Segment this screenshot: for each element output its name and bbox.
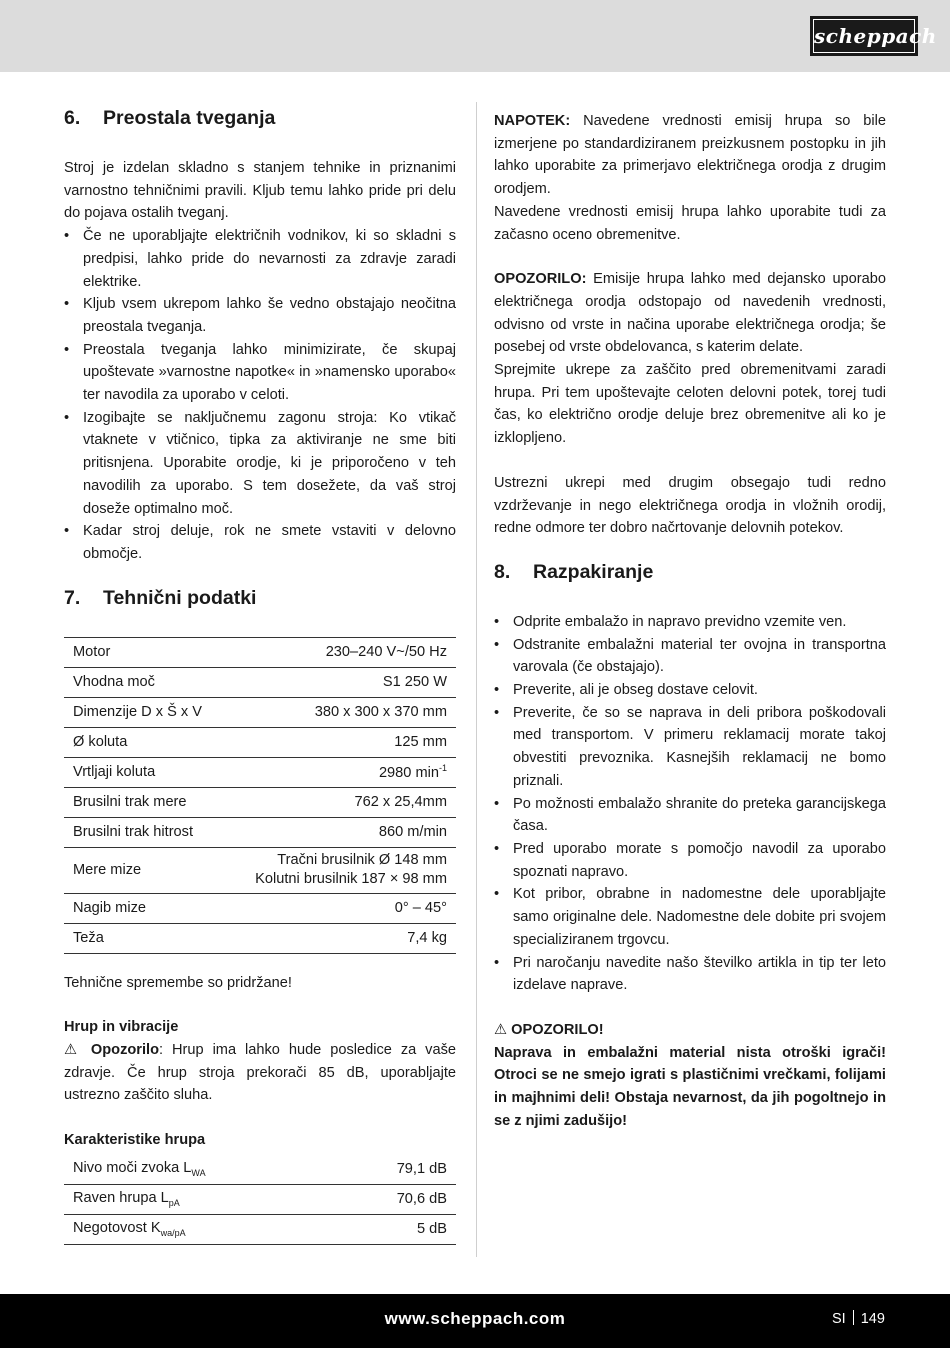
opozorilo-paragraph-2: Sprejmite ukrepe za zaščito pred obremenitvami zaradi hrupa. Pri tem upoštevajte celoten delovni potek, torej tudi čas, ko električno orodje deluje brez obremenitve ali ko je izklopljeno. [494, 362, 886, 447]
warning-icon: ⚠ [64, 1042, 82, 1059]
noise-label-text: Nivo moči zvoka L [73, 1160, 192, 1177]
table-row [64, 757, 456, 787]
list-item: • Če ne uporabljajte električnih vodnikov, ki so skladni s predpisi, lahko pride do nevarnosti za zdravje zaradi elektrike. [64, 225, 456, 293]
noise-heading: Hrup in vibracije [64, 1019, 179, 1036]
section-6-intro: Stroj je izdelan skladno s stanjem tehnike in priznanimi varnostno tehničnimi pravili. Kljub temu lahko pride pri delu do pojava ostalih tveganj. [64, 160, 456, 222]
spec-value [225, 847, 456, 893]
table-row [64, 817, 456, 847]
section-6-bullets [64, 225, 456, 566]
table-row [64, 667, 456, 697]
section-6-number: 6. [64, 107, 81, 129]
list-item: • Izogibajte se naključnemu zagonu stroja: Ko vtikač vtaknete v vtičnico, tipka za aktiviranje ne sme biti pritisnjena. Uporabite orodje, ki je priporočeno v teh navodilih za uporabo. S tem dosežete, da vaš stroj doseže optimalno moč. [64, 407, 456, 521]
footer-page-info [832, 1294, 885, 1344]
noise-table [64, 1155, 456, 1245]
spec-value: 860 m/min [225, 817, 456, 847]
list-item: • Odstranite embalažni material ter ovojna in transportna varovala (če obstajajo). [494, 634, 886, 679]
warning-title-text: OPOZORILO! [511, 1021, 604, 1038]
brand-logo-text: scheppach [813, 19, 915, 53]
opozorilo-text: Emisije hrupa lahko med dejansko uporabo električnega orodja odstopajo od navedenih vrednosti, odvisno od vrste in načina uporabe električnega orodja; še posebej od vrste obdelovanca, s katerim delate. [494, 271, 886, 356]
footer-page-number: 149 [860, 1311, 885, 1327]
spec-value: 380 x 300 x 370 mm [225, 697, 456, 727]
table-row [64, 697, 456, 727]
noise-label [64, 1184, 334, 1214]
spec-value-line-1: Tračni brusilnik Ø 148 mm [277, 852, 447, 869]
table-row [64, 637, 456, 667]
napotek-label: NAPOTEK: [494, 113, 571, 129]
noise-value: 79,1 dB [334, 1155, 456, 1185]
table-row [64, 847, 456, 893]
right-column [494, 110, 886, 1132]
spec-value-line-2: Kolutni brusilnik 187 × 98 mm [255, 871, 447, 888]
section-7-heading [64, 584, 456, 612]
list-item: • Po možnosti embalažo shranite do preteka garancijskega časa. [494, 793, 886, 838]
spec-label: Vhodna moč [64, 667, 225, 697]
footer-language: SI [832, 1311, 846, 1327]
spec-label: Vrtljaji koluta [64, 757, 225, 787]
noise-char-heading: Karakteristike hrupa [64, 1132, 206, 1149]
spec-value-text: 2980 min [378, 765, 439, 782]
spec-value: 0° – 45° [225, 893, 456, 923]
spec-value: 762 x 25,4mm [225, 787, 456, 817]
spec-value: S1 250 W [225, 667, 456, 697]
list-item: • Pri naročanju navedite našo številko artikla in tip ter leto izdelave naprave. [494, 952, 886, 997]
table-row [64, 787, 456, 817]
napotek-text: Navedene vrednosti emisij hrupa so bile izmerjene po standardiziranem preizkusnem postopku in jih lahko uporabite za primerjavo električnega orodja z drugim orodjem. [494, 113, 886, 198]
warning-label: Opozorilo [90, 1042, 160, 1059]
changes-note: Tehnične spremembe so pridržane! [64, 974, 292, 991]
spec-value: 125 mm [225, 727, 456, 757]
spec-value [225, 757, 456, 787]
table-row [64, 1184, 456, 1214]
footer-separator [853, 1310, 854, 1325]
list-item: • Preverite, ali je obseg dostave celovit. [494, 679, 886, 702]
spec-label: Ø koluta [64, 727, 225, 757]
opozorilo-label: OPOZORILO: [494, 271, 587, 288]
opozorilo-paragraph [494, 268, 886, 359]
spec-label: Brusilni trak mere [64, 787, 225, 817]
spec-value-exponent: -1 [438, 763, 447, 774]
noise-label-sub: pA [168, 1198, 180, 1209]
section-8-bullets [494, 611, 886, 997]
specs-table [64, 637, 456, 954]
table-row [64, 727, 456, 757]
section-6-title: Preostala tveganja [103, 107, 276, 129]
table-row [64, 923, 456, 953]
column-divider [476, 102, 477, 1257]
noise-label [64, 1214, 334, 1244]
spec-label: Brusilni trak hitrost [64, 817, 225, 847]
noise-value: 5 dB [334, 1214, 456, 1244]
napotek-paragraph-2: Navedene vrednosti emisij hrupa lahko uporabite tudi za začasno oceno obremenitve. [494, 203, 886, 243]
section-8-number: 8. [494, 560, 511, 583]
brand-logo [810, 16, 937, 56]
section-8-title: Razpakiranje [533, 560, 654, 583]
noise-value: 70,6 dB [334, 1184, 456, 1214]
spec-label: Dimenzije D x Š x V [64, 697, 225, 727]
noise-label [64, 1155, 334, 1185]
footer [0, 1294, 950, 1348]
list-item: • Odprite embalažo in napravo previdno vzemite ven. [494, 611, 886, 634]
table-row [64, 1155, 456, 1185]
ukrepi-paragraph: Ustrezni ukrepi med drugim obsegajo tudi redno vzdrževanje in nego električnega orodja in vložnih orodij, redne odmore ter dobro načrtovanje delovnih potekov. [494, 474, 886, 537]
list-item: • Preverite, če so se naprava in deli pribora poškodovali med transportom. V primeru reklamacij morate takoj obvestiti prevoznika. Kasnejših reklamacij ne bomo priznali. [494, 702, 886, 793]
table-row [64, 1214, 456, 1244]
footer-website-link[interactable]: www.scheppach.com [384, 1309, 566, 1328]
spec-label: Motor [64, 637, 225, 667]
list-item: • Kljub vsem ukrepom lahko še vedno obstajajo neočitna preostala tveganja. [64, 293, 456, 338]
section-7-title: Tehnični podatki [103, 586, 257, 609]
warning-icon: ⚠ [494, 1021, 508, 1038]
noise-label-text: Raven hrupa L [73, 1190, 169, 1207]
noise-label-sub: wa/pA [160, 1228, 186, 1239]
spec-label: Teža [64, 923, 225, 953]
spec-value: 7,4 kg [225, 923, 456, 953]
header-band [0, 0, 950, 72]
table-row [64, 893, 456, 923]
warning-text: : Hrup ima lahko hude posledice za vaše zdravje. Če hrup stroja prekorači 85 dB, uporabljajte ustrezno zaščito sluha. [64, 1042, 456, 1104]
list-item: • Pred uporabo morate s pomočjo navodil za uporabo spoznati napravo. [494, 838, 886, 883]
spec-label: Nagib mize [64, 893, 225, 923]
napotek-paragraph [494, 110, 886, 201]
spec-label: Mere mize [64, 847, 225, 893]
noise-label-sub: WA [191, 1168, 206, 1179]
spec-value: 230–240 V~/50 Hz [225, 637, 456, 667]
list-item: • Kadar stroj deluje, rok ne smete vstaviti v delovno območje. [64, 520, 456, 565]
list-item: • Kot pribor, obrabne in nadomestne dele uporabljajte samo originalne dele. Nadomestne dele dobite pri svojem specializiranem trgovcu. [494, 883, 886, 951]
section-8-warning-title [494, 1019, 886, 1042]
section-6-heading [64, 104, 456, 132]
section-8-warning-text: Naprava in embalažni material nista otroški igrači! Otroci se ne smejo igrati s plastičnimi vrečkami, folijami in majhnimi deli! Obstaja nevarnost, da jih pogoltnejo in se z njimi zadušijo! [494, 1044, 886, 1129]
left-column [64, 104, 456, 1245]
section-8-heading [494, 558, 886, 586]
noise-label-text: Negotovost K [73, 1220, 161, 1237]
noise-warning [64, 1039, 456, 1107]
section-7-number: 7. [64, 586, 81, 609]
list-item: • Preostala tveganja lahko minimizirate, če skupaj upoštevate »varnostne napotke« in »namensko uporabo« ter navodila za uporabo v celoti. [64, 339, 456, 407]
